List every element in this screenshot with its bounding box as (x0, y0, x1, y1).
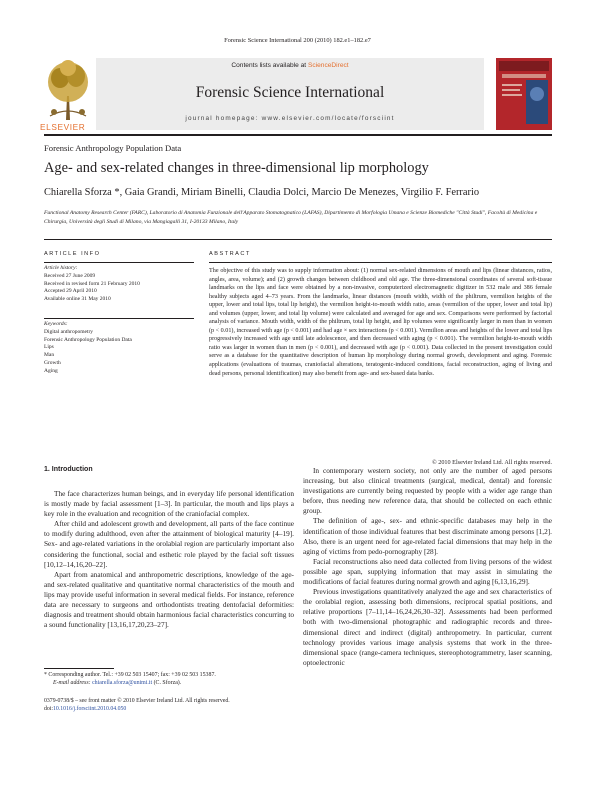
body-paragraph: After child and adolescent growth and development, all parts of the face continue to modify during adulthood, even after the attainment of biological maturity [4–19]. Sex- and age-related variations in the orolabial region are particularly important also considering the functional, social and esthetic role played by the facial soft tissues [10,12–14,16,20–22]. (44, 519, 294, 569)
footnote-contact: * Corresponding author. Tel.: +39 02 503 15407; fax: +39 02 503 15387. (44, 672, 216, 678)
section-heading-introduction: 1. Introduction (44, 466, 93, 473)
contents-line (96, 62, 484, 69)
history-online: Available online 31 May 2010 (44, 296, 111, 303)
homepage-prefix: journal homepage: (185, 115, 262, 122)
journal-name: Forensic Science International (195, 84, 385, 101)
journal-reference: Forensic Science International 200 (2010) 182.e1–182.e7 (224, 37, 371, 44)
keyword-item: Digital anthropometry (44, 328, 94, 335)
keywords (44, 321, 194, 376)
abstract-heading: ABSTRACT (209, 251, 251, 257)
email-label: E-mail address: (53, 680, 93, 687)
body-paragraph: Apart from anatomical and anthropometric descriptions, knowledge of the age- and sex-related qualitative and quantitative normal characteristics of the mouth and lips may provide useful information in several medical fields. For instance, reference data are necessary to surgeons and orthodontists treating dentofacial deformities: diagnosis and treatment should obtain harmonious facial characteristics concurring to a sound functionality [13,16,17,20,23–27]. (44, 569, 294, 630)
doi-line (44, 705, 344, 713)
article-title: Age- and sex-related changes in three-dimensional lip morphology (44, 160, 429, 176)
history-revised: Received in revised form 21 February 2010 (44, 280, 140, 287)
history-label: Article history: (44, 265, 78, 271)
doi-prefix: doi: (44, 706, 54, 712)
keywords-rule (44, 318, 194, 319)
author-affiliation: Functional Anatomy Research Center (FARC), Laboratorio di Anatomia Funzionale dell'Apparato Stomatognatico (LAFAS), Dipartimento di Morfologia Umana e Scienze Biomediche "Città Studi", Facoltà di Medicina e Chirurgia, Università degli Studi di Milano, via Mangiagalli 31, I-20133 Milano, Italy (44, 210, 538, 225)
history-accepted: Accepted 29 April 2010 (44, 288, 97, 295)
article-authors: Chiarella Sforza *, Gaia Grandi, Miriam Binelli, Claudia Dolci, Marcio De Menezes, Virgilio F. Ferrario (44, 187, 480, 198)
homepage-url[interactable]: www.elsevier.com/locate/forsciint (261, 115, 395, 122)
journal-homepage (96, 115, 484, 122)
body-paragraph: Facial reconstructions also need data collected from living persons of the widest possible age span, supplying information that may assist in simulating the modifications of facial features during normal growth and aging [6,13,16,29]. (303, 556, 552, 587)
publisher-logo-text: ELSEVIER (40, 122, 86, 132)
corresponding-author-footnote (44, 671, 294, 687)
body-paragraph: In contemporary western society, not only are the number of aged persons increasing, but also clinical treatments (surgical, medical, dental) and forensic investigations are currently being requested by people with a wider age range than before, thus needing new reference data, that should be collected on each ethnic group. (303, 466, 552, 516)
abstract-rule (209, 262, 552, 263)
keyword-item: Growth (44, 359, 61, 366)
front-matter-info (44, 697, 344, 713)
article-section: Forensic Anthropology Population Data (44, 143, 182, 153)
affiliation-rule (44, 239, 552, 240)
article-info-heading: ARTICLE INFO (44, 251, 101, 257)
abstract-copyright: © 2010 Elsevier Ireland Ltd. All rights reserved. (432, 459, 552, 466)
email-link[interactable]: chiarella.sforza@unimi.it (92, 680, 153, 687)
keywords-label: Keywords: (44, 321, 68, 327)
sciencedirect-link[interactable]: ScienceDirect (307, 62, 349, 69)
abstract-text: The objective of this study was to supply information about: (1) normal sex-related dimensions of mouth and lips (linear distances, ratios, angles, area, volume); and (2) growth changes between childhood and old age. The three-dimensional coordinates of several soft-tissue landmarks on the lips and face were obtained by a non-invasive, computerized electromagnetic digitizer in 532 male and 386 female healthy subjects aged 4–73 years. From the landmarks, linear distances (mouth width, width of the philtrum, vermilion heights of the upper, lower and total lips, total lip height), the vermilion height-to-mouth width ratio, areas (vermilion of the upper, lower and total lip) and volumes (upper, lower, and total lip volume) were calculated and averaged for age and sex. Comparisons were performed by factorial analysis of variance. Mouth width, width of the philtrum, total lip height, and lip volumes were significantly larger in men than in women (p < 0.01), increased with age (p < 0.001) and had age × sex interactions (p < 0.001). Vermilion areas and heights of the lower and total lips progressively increased with age until late adolescence, and then decreased with aging (p < 0.001). The vermilion height-to-mouth width ratio was larger in women than in men (p < 0.001), and decreased with age (p < 0.001). Data collected in the present investigation could serve as a database for the quantitative description of human lip morphology during normal growth, development and aging. Forensic applications (evaluations of traumas, craniofacial alterations, teratogenic-induced conditions, facial reconstruction, aging of living and dead persons, personal identification) may also benefit from age- and sex-based data banks. (209, 268, 552, 377)
body-paragraph: The definition of age-, sex- and ethnic-specific databases may help in the identification of those individual features that best discriminate among persons [1,2]. Also, there is an urgent need for age-related facial dimensions that may help in the aging of victims from pedo-pornography [28]. (303, 516, 552, 556)
footnote-email-line (44, 679, 294, 687)
journal-cover-image (496, 58, 552, 130)
contents-prefix: Contents lists available at (231, 62, 308, 69)
keyword-item: Aging (44, 367, 58, 374)
elsevier-tree-logo (44, 56, 92, 122)
body-paragraph: The face characterizes human beings, and in everyday life personal identification is mostly made by facial assessment [1–3]. In particular, the mouth and lips plays a key role in the evaluation and recognition of the craniofacial complex. (44, 489, 294, 519)
keyword-item: Man (44, 352, 55, 359)
issn-line: 0379-0738/$ – see front matter © 2010 Elsevier Ireland Ltd. All rights reserved. (44, 698, 230, 704)
doi-link[interactable]: 10.1016/j.forsciint.2010.04.050 (53, 706, 127, 712)
article-history (44, 265, 194, 304)
body-left-column (44, 489, 294, 630)
keyword-item: Lips (44, 344, 54, 351)
keyword-item: Forensic Anthropology Population Data (44, 336, 132, 343)
article-info-rule (44, 262, 194, 263)
footnote-rule (44, 668, 114, 669)
history-received: Received 27 June 2009 (44, 272, 96, 279)
header-rule (44, 134, 552, 136)
body-right-column (303, 466, 552, 668)
body-paragraph: Previous investigations quantitatively analyzed the age and sex characteristics of the orolabial region, assessing both dimensions, reciprocal spatial positions, and relative proportions [7–11,14–16,24,26,30–32]. Assessments had been performed both with two-dimensional photographic and radiographic records and three-dimensional direct and indirect (digital) anthropometry. In particular, current technology provides various image analysis systems that work in the three-dimensional space (range-camera techniques, stereophotogrammetry, laser scanning, optoelectronic (303, 587, 552, 667)
email-suffix: (C. Sforza). (152, 680, 182, 687)
